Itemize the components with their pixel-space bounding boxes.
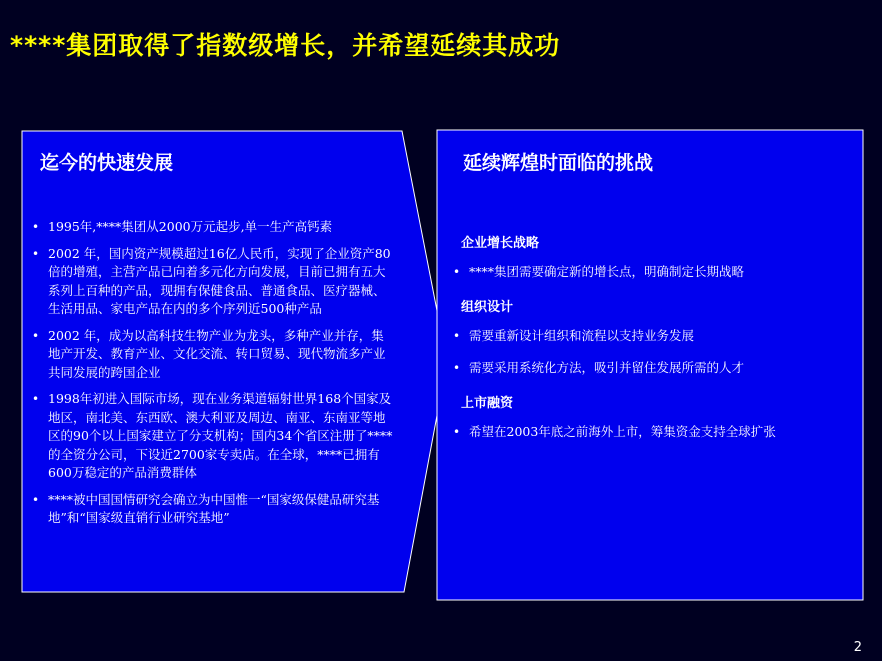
org-bullet-1: • 需要重新设计组织和流程以支持业务发展 (449, 327, 863, 346)
left-bullet-2: • 2002 年，国内资产规模超过16亿人民币，实现了企业资产80倍的增殖，主营产品已向着多元化方向发展，目前已拥有五大系列上百种的产品，现拥有保健食品、普通食品、医疗器械、生活用品、家电产品在内的多个序列近500种产品 (28, 245, 393, 319)
growth-bullet-1: • ****集团需要确定新的增长点，明确制定长期战略 (449, 263, 863, 282)
section-heading-growth: 企业增长战略 (461, 236, 540, 251)
left-bullet-1: • 1995年,****集团从2000万元起步,单一生产高钙素 (28, 218, 393, 237)
slide-title: ****集团取得了指数级增长，并希望延续其成功 (10, 31, 561, 60)
left-panel-title: 迄今的快速发展 (40, 152, 174, 174)
section-heading-org: 组织设计 (461, 299, 514, 315)
challenge-sections (437, 232, 863, 455)
right-panel (437, 130, 863, 600)
page-number: 2 (853, 640, 862, 655)
left-panel (22, 132, 394, 592)
left-bullet-4: • 1998年初进入国际市场，现在业务渠道辐射世界168个国家及地区，南北美、东西欧、澳大利亚及周边、南亚、东南亚等地区的90个以上国家建立了分支机构；国内34个省区注册了****的全资分公司，下设近2700家专卖店。在全球，****已拥有600万稳定的产品消费群体 (28, 390, 393, 483)
left-bullet-5: • ****被中国国情研究会确立为中国惟一“国家级保健品研究基地”和“国家级直销行业研究基地” (28, 491, 393, 528)
org-bullet-2: • 需要采用系统化方法，吸引并留住发展所需的人才 (449, 359, 863, 378)
left-bullet-list (28, 218, 393, 536)
ipo-bullet-1: • 希望在2003年底之前海外上市，筹集资金支持全球扩张 (449, 423, 863, 442)
right-panel-title: 延续辉煌时面临的挑战 (463, 152, 654, 174)
left-bullet-3: • 2002 年，成为以高科技生物产业为龙头，多种产业并存，集地产开发、教育产业、文化交流、转口贸易、现代物流多产业共同发展的跨国企业 (28, 327, 393, 383)
section-heading-ipo: 上市融资 (461, 395, 514, 411)
